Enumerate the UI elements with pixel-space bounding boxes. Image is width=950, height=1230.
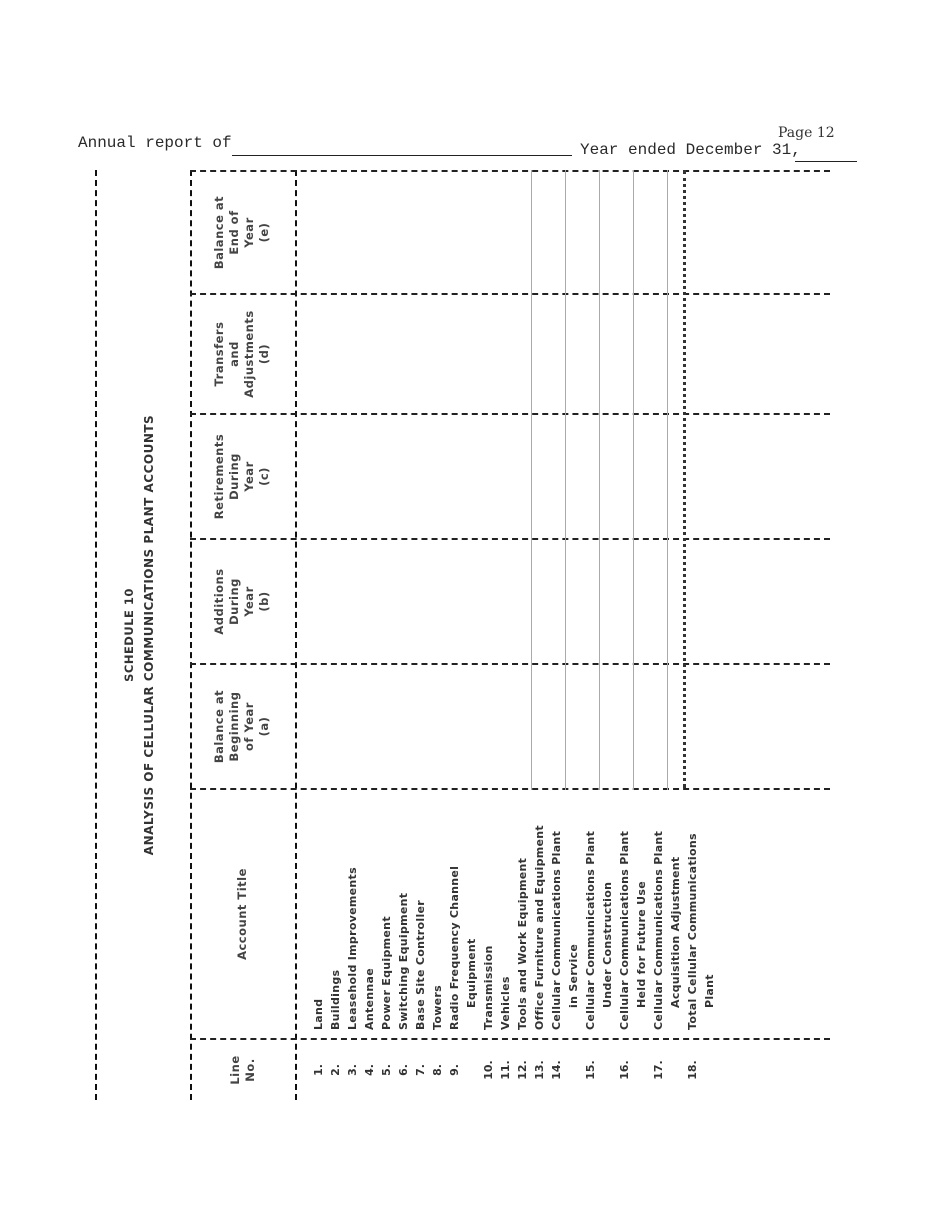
col-header-line: [228, 1040, 258, 1100]
col-header-d: [212, 295, 272, 413]
row-line-number: 2.: [329, 1064, 342, 1076]
row-separator: [667, 170, 668, 790]
col-header-e-4: (e): [257, 222, 271, 243]
total-rule: [683, 170, 686, 788]
page-number: Page 12: [778, 125, 835, 141]
col-header-e: [212, 172, 272, 293]
col-header-a-4: (a): [257, 716, 271, 737]
schedule-number: SCHEDULE 10: [122, 588, 136, 682]
col-header-b-4: (b): [257, 591, 271, 612]
row-line-number: 4.: [363, 1064, 376, 1076]
schedule-title: ANALYSIS OF CELLULAR COMMUNICATIONS PLANT ACCOUNTS: [142, 414, 156, 856]
row-account-title: Cellular Communications Plant: [618, 830, 631, 1030]
col-line-d: [190, 293, 830, 295]
row-account-title: Under Construction: [601, 881, 614, 1008]
col-header-a-2: Beginning: [227, 691, 241, 762]
row-separator: [565, 170, 566, 790]
col-header-line-1: Line: [228, 1055, 242, 1085]
row-account-title: Switching Equipment: [397, 892, 410, 1030]
col-header-a: [212, 665, 272, 788]
row-line-number: 15.: [584, 1060, 597, 1080]
col-header-b-2: During: [227, 578, 241, 625]
row-line-number: 18.: [686, 1060, 699, 1080]
table-top-rule: [95, 170, 97, 1100]
row-line-number: 13.: [533, 1060, 546, 1080]
col-header-e-1: Balance at: [212, 195, 226, 270]
row-account-title: Vehicles: [499, 976, 512, 1030]
row-account-title: Cellular Communications Plant: [652, 830, 665, 1030]
col-header-d-4: (d): [257, 343, 271, 365]
row-separator: [599, 170, 600, 790]
col-line-account: [190, 788, 830, 790]
col-header-b-1: Additions: [212, 568, 226, 635]
col-header-b: [212, 540, 272, 663]
row-line-number: 17.: [652, 1060, 665, 1080]
col-header-c-2: During: [227, 453, 241, 500]
year-line[interactable]: [795, 161, 857, 162]
row-account-title: Acquisition Adjustment: [669, 856, 682, 1008]
row-account-title: Tools and Work Equipment: [516, 857, 529, 1030]
row-account-title: Leasehold Improvements: [346, 867, 359, 1030]
col-header-c: [212, 415, 272, 538]
company-name-line[interactable]: [232, 155, 572, 156]
col-line-c: [190, 413, 830, 415]
row-separator: [633, 170, 634, 790]
row-account-title: in Service: [567, 943, 580, 1008]
row-account-title: Towers: [431, 985, 444, 1030]
row-line-number: 7.: [414, 1064, 427, 1076]
row-account-title: Cellular Communications Plant: [550, 830, 563, 1030]
schedule-table: [90, 170, 830, 1100]
row-line-number: 16.: [618, 1060, 631, 1080]
row-line-number: 1.: [312, 1064, 325, 1076]
row-line-number: 12.: [516, 1060, 529, 1080]
col-header-account-1: Account Title: [235, 868, 249, 960]
row-line-number: 3.: [346, 1064, 359, 1076]
row-account-title: Land: [312, 998, 325, 1030]
row-line-number: 10.: [482, 1060, 495, 1080]
row-account-title: Plant: [703, 974, 716, 1008]
col-header-a-3: of Year: [242, 702, 256, 751]
row-line-number: 6.: [397, 1064, 410, 1076]
row-line-number: 11.: [499, 1060, 512, 1080]
row-account-title: Base Site Controller: [414, 899, 427, 1030]
col-header-b-3: Year: [242, 586, 256, 617]
col-header-d-1: Transfers: [212, 321, 226, 387]
row-account-title: Radio Frequency Channel: [448, 865, 461, 1030]
col-header-a-1: Balance at: [212, 689, 226, 764]
col-header-account: [235, 790, 250, 1038]
col-line-left: [190, 1038, 830, 1040]
row-account-title: Equipment: [465, 938, 478, 1008]
col-header-c-4: (c): [257, 467, 271, 486]
col-header-d-2: and: [227, 341, 241, 367]
row-account-title: Office Furniture and Equipment: [533, 825, 546, 1030]
row-account-title: Total Cellular Communications: [686, 833, 699, 1030]
row-account-title: Power Equipment: [380, 916, 393, 1030]
row-line-number: 14.: [550, 1060, 563, 1080]
row-account-title: Buildings: [329, 969, 342, 1030]
row-line-number: 9.: [448, 1064, 461, 1076]
col-header-line-2: No.: [243, 1058, 257, 1082]
row-separator: [531, 170, 532, 790]
col-header-d-3: Adjustments: [242, 310, 256, 398]
col-line-a: [190, 663, 830, 665]
col-line-b: [190, 538, 830, 540]
row-account-title: Antennae: [363, 967, 376, 1030]
annual-report-label: Annual report of: [78, 134, 232, 152]
row-account-title: Transmission: [482, 945, 495, 1030]
row-account-title: Held for Future Use: [635, 881, 648, 1008]
row-line-number: 8.: [431, 1064, 444, 1076]
col-line-right: [190, 170, 830, 172]
row-account-title: Cellular Communications Plant: [584, 830, 597, 1030]
col-header-c-1: Retirements: [212, 433, 226, 520]
col-header-e-2: End of: [227, 210, 241, 255]
col-header-c-3: Year: [242, 461, 256, 492]
row-line-number: 5.: [380, 1064, 393, 1076]
year-ended-label: Year ended December 31,: [580, 141, 801, 159]
col-header-e-3: Year: [242, 217, 256, 248]
